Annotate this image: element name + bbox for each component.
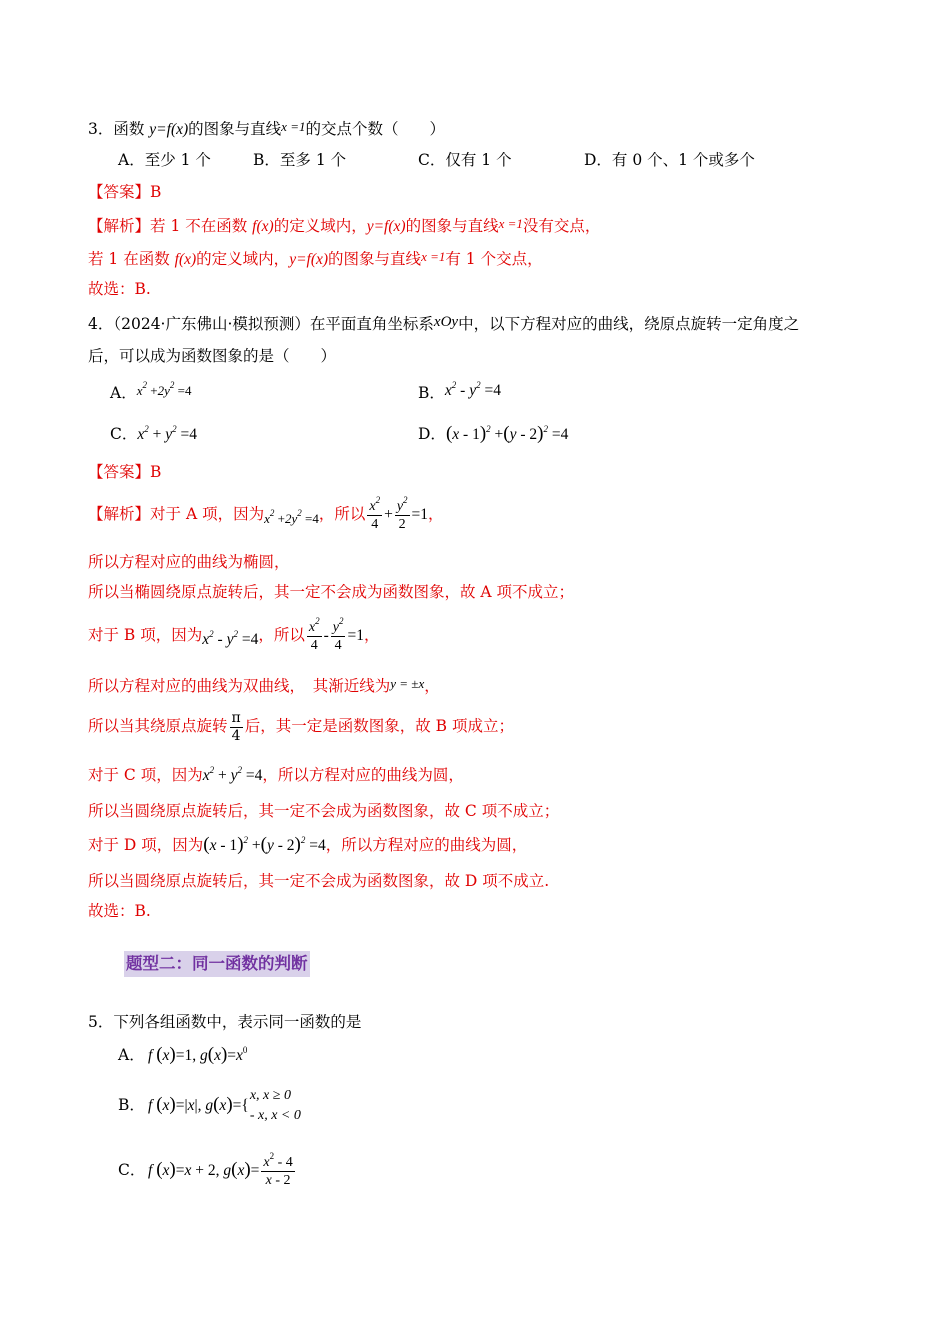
q4-analysis-d-1 <box>88 834 527 857</box>
q4-analysis-equation: $x^2 - y^2 =4$ <box>202 629 259 648</box>
q4-analysis-equation: x2 +2y2 =4 <box>264 508 319 526</box>
q4-stem-text: 4．（2024·广东佛山·模拟预测）在平面直角坐标系 <box>88 315 434 333</box>
q4-option-b <box>418 380 501 404</box>
q4-analysis-a-3: 所以当椭圆绕原点旋转后，其一定不会成为函数图象，故 A 项不成立； <box>88 583 575 601</box>
q3-option-a: A．至少 1 个 <box>118 151 211 169</box>
piece-case-2: - x, x < 0 <box>249 1108 301 1124</box>
q4-option-c-equation: $x^2 + y^2 =4$ <box>137 424 198 443</box>
option-label: D． <box>418 425 446 443</box>
q4-option-b-equation: $x^2 - y^2 =4$ <box>444 380 501 399</box>
q3-option-c: C．仅有 1 个 <box>418 151 512 169</box>
q4-analysis-text: 对于 B 项，因为 <box>88 626 203 644</box>
q3-analysis-text: 没有交点， <box>522 217 601 235</box>
q4-analysis-equation: $x^2 + y^2 =4$ <box>202 765 263 784</box>
q4-analysis-c-2: 所以当圆绕原点旋转后，其一定不会成为函数图象，故 C 项不成立； <box>88 802 560 820</box>
q4-asymptote-equation: y = ±x <box>390 676 425 691</box>
q3-choose: 故选：B. <box>88 280 151 298</box>
q4-analysis-a-1: 【解析】对于 A 项，因为$_{x^2 +2y^2 =4}$，所以 $\frac{x^2}{4}$ + $\frac{y^2}{2}$ =1， <box>88 494 444 532</box>
analysis-label: 【解析】 <box>88 217 151 235</box>
option-label: A． <box>118 1046 145 1064</box>
q5-option-a <box>118 1044 247 1067</box>
q4-answer: 【答案】B <box>88 463 162 481</box>
q3-analysis-line-1 <box>88 213 600 238</box>
q5-stem: 5．下列各组函数中，表示同一函数的是 <box>88 1013 362 1031</box>
denominator: 4 <box>230 727 243 745</box>
q3-analysis-function: y=f(x) <box>289 251 329 268</box>
piecewise-definition <box>250 1086 301 1126</box>
q3-analysis-text: 若 1 在函数 <box>88 250 175 268</box>
q4-analysis-text: 对于 D 项，因为 <box>88 836 204 854</box>
q4-analysis-text: 对于 A 项，因为 <box>150 505 265 523</box>
q4-analysis-text: ，所以方程对应的曲线为圆， <box>262 766 464 784</box>
option-label: B． <box>118 1096 145 1114</box>
q4-option-d <box>418 423 568 446</box>
q3-analysis-text: 的图象与直线 <box>405 217 499 235</box>
q3-analysis-equation: x =1 <box>498 216 523 231</box>
q4-option-d-equation: (x - 1)$^2$ +(y - 2)$^2$ =4 <box>445 423 569 444</box>
option-label: C． <box>110 425 138 443</box>
q4-analysis-text: 对于 C 项，因为 <box>88 766 203 784</box>
q3-analysis-line-2 <box>88 246 543 271</box>
q3-analysis-text: 的图象与直线 <box>328 250 422 268</box>
q4-analysis-b-1: 对于 B 项，因为$x^2 - y^2 =4$，所以 $\frac{x^2}{4}$ - $\frac{y^2}{4}$ =1， <box>88 615 380 653</box>
piece-case-1: x, x ≥ 0 <box>249 1088 291 1104</box>
q4-coordinate-system: xOy <box>433 314 459 330</box>
q3-stem-function: y=f(x) <box>149 121 189 138</box>
q4-analysis-text: 后，其一定是函数图象，故 B 项成立； <box>244 717 514 735</box>
q3-analysis-equation: x =1 <box>421 249 446 264</box>
q3-analysis-text: 的定义域内， <box>196 250 290 268</box>
q4-analysis-text: ，所以方程对应的曲线为圆， <box>325 836 528 854</box>
q4-analysis-text: 所以当其绕原点旋转 <box>88 717 228 735</box>
q4-analysis-hyperbola-equation: $\frac{x^2}{4}$ - $\frac{y^2}{4}$ =1 <box>308 615 364 653</box>
q3-stem-text: 3．函数 <box>88 120 150 138</box>
q4-analysis-text: ，所以 <box>258 626 305 644</box>
q5-option-c-equation: f (x)=x + 2, g(x)= $\frac{x^2 - 4}{x - 2}$ <box>148 1150 293 1188</box>
option-label: A． <box>110 384 137 402</box>
q3-stem-equation: x =1 <box>281 119 306 134</box>
q3-analysis-function: f(x) <box>174 251 197 268</box>
q4-analysis-c-1 <box>88 764 464 787</box>
q5-option-a-equation: f (x)=1, $g(x)=x^0$ <box>148 1044 248 1065</box>
q4-choose: 故选：B. <box>88 902 151 920</box>
q3-option-b: B．至多 1 个 <box>253 151 347 169</box>
q5-option-b-equation: f (x)=|x|, g(x)={ x, x ≥ 0 - x, x < 0 <box>148 1097 301 1114</box>
q3-analysis-text: 的定义域内， <box>273 217 367 235</box>
option-label: C． <box>118 1161 146 1179</box>
q5-option-c <box>118 1148 297 1193</box>
q4-analysis-b-3 <box>88 706 514 746</box>
q3-stem <box>88 116 445 141</box>
q4-analysis-equation: (x - 1)$^2$ +(y - 2)$^2$ =4 <box>203 834 326 855</box>
q4-option-c <box>110 423 197 446</box>
q5-option-b <box>118 1082 301 1129</box>
q3-option-d: D．有 0 个、1 个或多个 <box>584 151 755 169</box>
q4-stem-text-2: 中，以下方程对应的曲线，绕原点旋转一定角度之 <box>458 315 800 333</box>
q4-analysis-text: 所以方程对应的曲线为双曲线， 其渐近线为 <box>88 677 391 695</box>
q4-stem-line-1 <box>88 311 799 335</box>
pi-over-four-fraction <box>230 710 243 745</box>
q3-analysis-text: 有 1 个交点， <box>445 250 543 268</box>
q4-analysis-a-2: 所以方程对应的曲线为椭圆， <box>88 553 290 571</box>
q4-analysis-b-2: 所以方程对应的曲线为双曲线， 其渐近线为y = ±x， <box>88 676 440 695</box>
option-label: B． <box>418 384 445 402</box>
q3-analysis-function: y=f(x) <box>366 218 406 235</box>
pi-symbol: π <box>231 709 241 726</box>
analysis-label: 【解析】 <box>88 505 151 523</box>
q4-analysis-text: ，所以 <box>318 505 366 523</box>
q3-stem-text-2: 的图象与直线 <box>188 120 282 138</box>
q3-answer: 【答案】B <box>88 183 162 201</box>
q4-analysis-ellipse-equation: $\frac{x^2}{4}$ + $\frac{y^2}{2}$ =1 <box>369 494 429 532</box>
q4-option-a-equation: $x^2 +2y^2 =4$ <box>136 380 192 398</box>
q3-analysis-text: 若 1 不在函数 <box>150 217 253 235</box>
q3-stem-text-3: 的交点个数（ ） <box>305 120 445 138</box>
q4-option-a <box>110 380 191 404</box>
q3-analysis-function: f(x) <box>252 218 274 235</box>
section-title-banner: 题型二：同一函数的判断 <box>124 951 310 977</box>
q4-analysis-d-2: 所以当圆绕原点旋转后，其一定不会成为函数图象，故 D 项不成立. <box>88 872 550 890</box>
q4-stem-line-2: 后，可以成为函数图象的是（ ） <box>88 347 337 365</box>
